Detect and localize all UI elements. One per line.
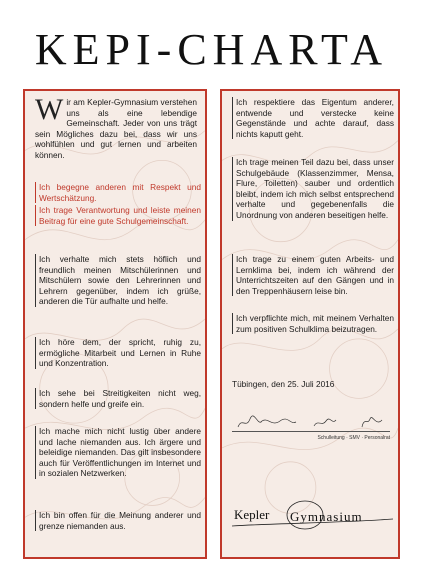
- charter-item: Ich mache mich nicht lustig über andere und lache niemanden aus. Ich ärgere und beleidige niemanden. Das gilt insbesondere auch für Veröffentlichungen im Internet und in sozialen Netzwerken.: [35, 426, 201, 479]
- charter-item: Ich trage zu einem guten Arbeits- und Lernklima bei, indem ich während der Unterrichtszeiten auf den Gängen und in den Treppenhäusern leise bin.: [232, 254, 394, 296]
- charter-item: Ich verpflichte mich, mit meinem Verhalten zum positiven Schulklima beizutragen.: [232, 313, 394, 334]
- intro-paragraph: [35, 93, 197, 161]
- charter-item: Ich sehe bei Streitigkeiten nicht weg, sondern helfe und greife ein.: [35, 388, 201, 409]
- charter-item: Ich bin offen für die Meinung anderer und grenze niemanden aus.: [35, 510, 201, 531]
- charter-item: Ich trage meinen Teil dazu bei, dass unser Schulgebäude (Klassenzimmer, Mensa, Flure, Toiletten) sauber und ordentlich bleibt, indem ich mich selbst entsprechend verhalte und gegebenenfalls die Unordnung von anderen beseitigen helfe.: [232, 157, 394, 221]
- signature-line: [232, 431, 390, 432]
- signature-caption: Schulleitung · SMV · Personalrat: [317, 435, 390, 441]
- date-line: Tübingen, den 25. Juli 2016: [232, 379, 335, 389]
- logo-word-kepler: Kepler: [234, 507, 270, 522]
- signatures-image: [232, 413, 390, 431]
- charter-item: Ich respektiere das Eigentum anderer, entwende und verstecke keine Gegenstände und achte darauf, dass nichts kaputt geht.: [232, 97, 394, 139]
- left-column-panel: [23, 89, 207, 559]
- logo-word-gymnasium: Gymnasium: [290, 509, 363, 524]
- school-logo: [230, 489, 395, 539]
- page-title: KEPI-CHARTA: [34, 25, 389, 74]
- intro-text: ir am Kepler-Gymnasium verstehen uns als eine lebendige Gemeinschaft. Jeder von uns trägt sein Mögliches dazu bei, dass wir uns wohlfühlen und gut lernen und arbeiten können.: [35, 97, 197, 160]
- charter-item: Ich höre dem, der spricht, ruhig zu, ermögliche Mitarbeit und Lernen in Ruhe und Konzentration.: [35, 337, 201, 369]
- right-column-panel: [220, 89, 400, 559]
- intro-dropcap: W: [35, 93, 64, 126]
- principle-responsibility: Ich trage Verantwortung und leiste meinen Beitrag für eine gute Schulgemeinschaft.: [35, 205, 201, 226]
- charter-item: Ich verhalte mich stets höflich und freundlich meinen Mitschülerinnen und Mitschülern sowie den Lehrerinnen und Lehrern gegenüber, indem ich grüße, anderen die Tür aufhalte und helfe.: [35, 254, 201, 307]
- principle-respect: Ich begegne anderen mit Respekt und Wertschätzung.: [35, 182, 201, 203]
